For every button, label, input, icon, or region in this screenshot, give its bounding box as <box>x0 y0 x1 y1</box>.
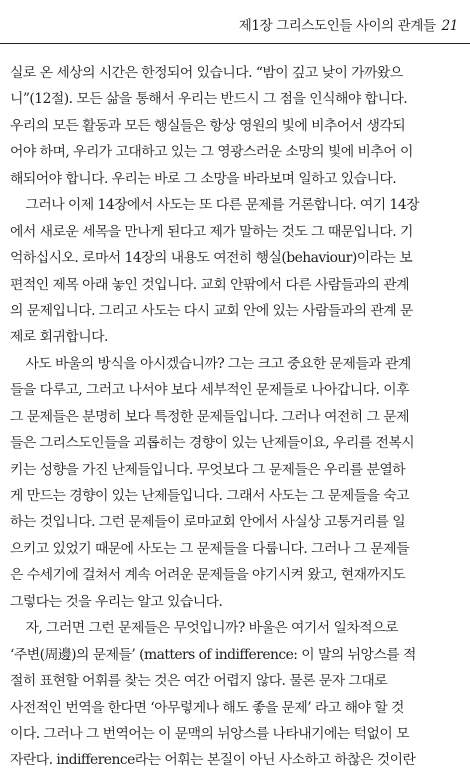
text-line: 편적인 제목 아래 놓인 것입니다. 교회 안팎에서 다른 사람들과의 관계 <box>10 276 409 293</box>
chapter-title: 제1장 그리스도인들 사이의 관계들 <box>238 18 436 34</box>
running-header <box>239 14 458 34</box>
text-line: 이다. 그러나 그 번역어는 이 문맥의 뉘앙스를 나타내기에는 턱없이 모 <box>10 725 409 742</box>
text-line: 들을 다루고, 그러고 나서야 보다 세부적인 문제들로 나아갑니다. 이후 <box>10 382 409 399</box>
text-line: 자, 그러면 그런 문제들은 무엇입니까? 바울은 여기서 일차적으로 <box>10 620 398 637</box>
text-line: 그렇다는 것을 우리는 알고 있습니다. <box>10 593 223 610</box>
text-line: 사도 바울의 방식을 아시겠습니까? 그는 크고 중요한 문제들과 관계 <box>10 355 411 372</box>
text-line: 은 수세기에 걸쳐서 계속 어려운 문제들을 야기시켜 왔고, 현재까지도 <box>10 567 406 584</box>
page-number: 21 <box>441 18 458 34</box>
text-line: ‘주변(周邊)의 문제들’ (matters of indifference: 이 말의 뉘앙스를 적 <box>10 646 416 663</box>
text-line: 그 문제들은 분명히 보다 특정한 문제들입니다. 그러나 여전히 그 문제 <box>10 408 409 425</box>
text-line: 의 문제입니다. 그리고 사도는 다시 교회 안에 있는 사람들과의 관계 문 <box>10 302 413 319</box>
text-line: 자란다. indifference라는 어휘는 본질이 아닌 사소하고 하찮은 것이란 <box>10 752 416 769</box>
text-line: 어야 하며, 우리가 고대하고 있는 그 영광스러운 소망의 빛에 비추어 이 <box>10 144 413 161</box>
text-line: 사전적인 번역을 한다면 ‘아무렇게나 해도 좋을 문제’ 라고 해야 할 것 <box>10 699 404 716</box>
text-line: 하는 것입니다. 그런 문제들이 로마교회 안에서 사실상 고통거리를 일 <box>10 514 406 531</box>
text-line: 게 만드는 경향이 있는 난제들입니다. 그래서 사도는 그 문제들을 숙고 <box>10 488 409 504</box>
text-line: 해되어야 합니다. 우리는 바로 그 소망을 바라보며 일하고 있습니다. <box>10 170 397 187</box>
text-line: 에서 새로운 세목을 만나게 된다고 제가 말하는 것도 그 때문입니다. 기 <box>10 223 413 240</box>
body-text <box>10 60 466 774</box>
text-line: 제로 회귀합니다. <box>10 329 108 346</box>
text-line: 억하십시오. 로마서 14장의 내용도 여전히 행실(behaviour)이라는 보 <box>10 250 413 267</box>
text-line: 니”(12절). 모든 삶을 통해서 우리는 반드시 그 점을 인식해야 합니다. <box>10 91 408 108</box>
text-line: 그러나 이제 14장에서 사도는 또 다른 문제를 거론합니다. 여기 14장 <box>10 197 419 214</box>
header-rule <box>0 43 470 44</box>
text-line: 들은 그리스도인들을 괴롭히는 경향이 있는 난제들이요, 우리를 전복시 <box>10 435 415 452</box>
text-line: 절히 표현할 어휘를 찾는 것은 여간 어렵지 않다. 물론 문자 그대로 <box>10 673 388 690</box>
text-line: 실로 온 세상의 시간은 한정되어 있습니다. “밤이 깊고 낮이 가까왔으 <box>10 65 403 81</box>
text-line: 키는 성향을 가진 난제들입니다. 무엇보다 그 문제들은 우리를 분열하 <box>10 461 406 478</box>
text-line: 으키고 있었기 때문에 사도는 그 문제들을 다룹니다. 그러나 그 문제들 <box>10 540 409 557</box>
text-line: 우리의 모든 활동과 모든 행실들은 항상 영원의 빛에 비추어서 생각되 <box>10 117 406 134</box>
